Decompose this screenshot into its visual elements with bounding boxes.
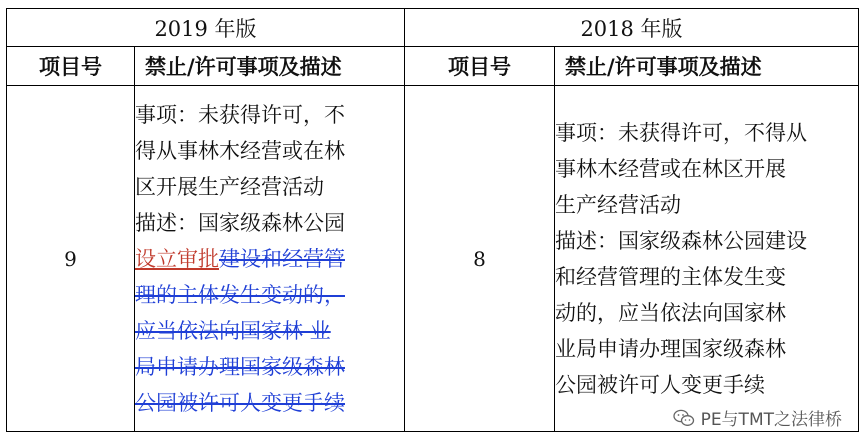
year-row [7,9,859,47]
desc-2019-line: 得从事林木经营或在林 [135,138,345,163]
watermark-text: PE与TMT之法律桥 [700,410,842,430]
item-number-2019: 9 [7,86,135,432]
year-2019-header: 2019 年版 [7,9,405,47]
year-2018-header: 2018 年版 [405,9,859,47]
col-desc-2019: 禁止/许可事项及描述 [135,47,405,86]
deleted-text: 公园被许可人变更手续 [135,390,345,415]
col-desc-2018: 禁止/许可事项及描述 [555,47,859,86]
deleted-text: 局申请办理国家级森林 [135,354,345,379]
wechat-icon [673,409,695,427]
description-2018 [555,86,859,432]
deleted-text: 建设和经营管 [219,246,345,271]
desc-2019-line: 区开展生产经营活动 [135,174,324,199]
desc-2018-line: 和经营管理的主体发生变 [555,264,786,289]
desc-2018-line: 动的，应当依法向国家林 [555,300,786,325]
column-header-row [7,47,859,86]
inserted-text: 设立审批 [135,246,219,271]
desc-2018-line: 生产经营活动 [555,192,681,217]
desc-2018-line: 事项：未获得许可，不得从 [555,120,807,145]
desc-2019-line: 描述：国家级森林公园 [135,210,345,235]
desc-2019-line: 事项：未获得许可，不 [135,102,345,127]
deleted-text: 理的主体发生变动的， [135,282,345,307]
col-item-no-2019: 项目号 [7,47,135,86]
desc-2018-line: 描述：国家级森林公园建设 [555,228,807,253]
desc-2018-line: 事林木经营或在林区开展 [555,156,786,181]
comparison-table [6,8,859,432]
watermark [671,405,844,430]
deleted-text: 应当依法向国家林 业 [135,318,331,343]
item-number-2018: 8 [405,86,555,432]
desc-2019-line-mixed [135,241,404,277]
desc-2018-line: 公园被许可人变更手续 [555,372,765,397]
col-item-no-2018: 项目号 [405,47,555,86]
desc-2018-line: 业局申请办理国家级森林 [555,336,786,361]
table-row [7,86,859,432]
description-2019 [135,86,405,432]
